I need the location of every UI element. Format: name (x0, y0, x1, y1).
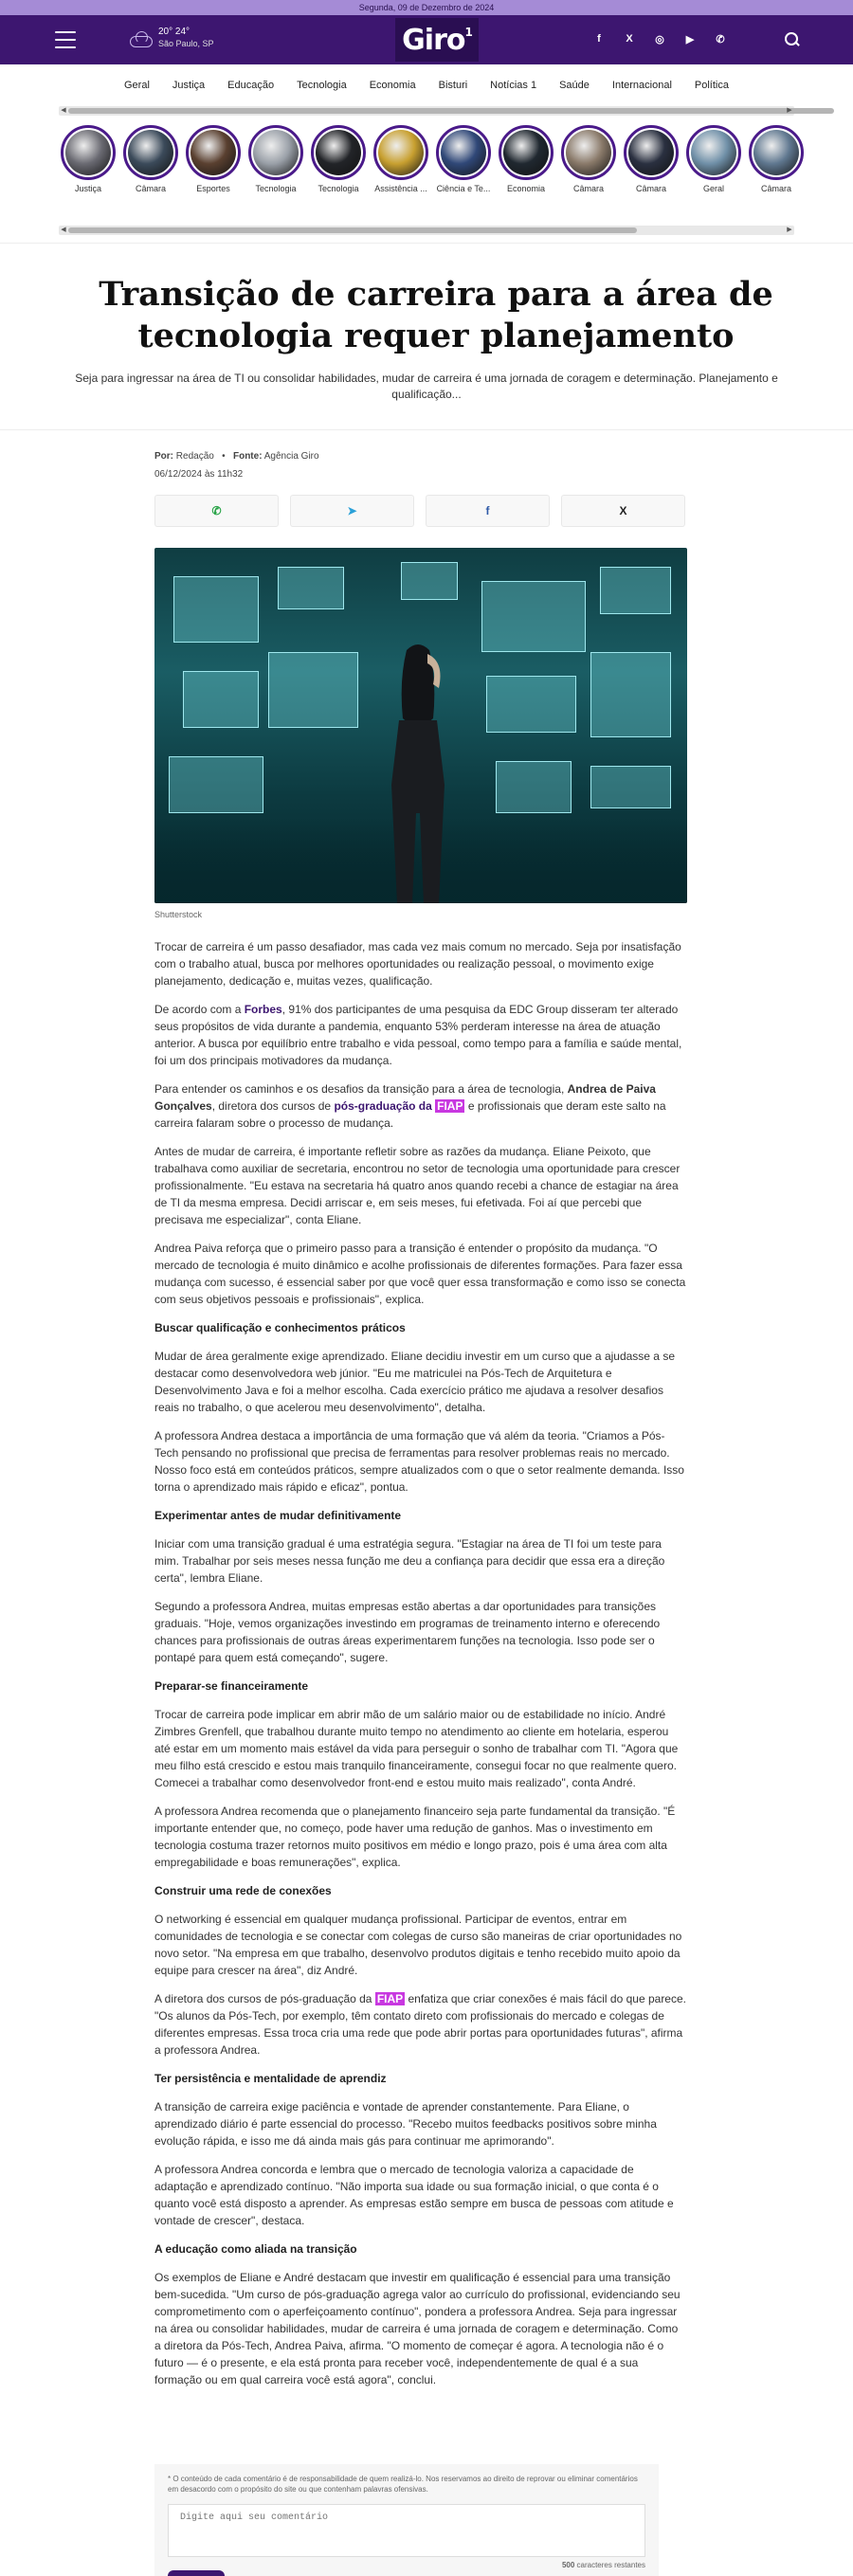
current-date: Segunda, 09 de Dezembro de 2024 (358, 3, 495, 12)
nav-scrollbar[interactable] (59, 106, 794, 116)
story-thumbnail (373, 125, 428, 180)
story-item[interactable] (121, 125, 180, 193)
story-item[interactable] (434, 125, 493, 193)
submit-comment-button[interactable] (168, 2570, 225, 2576)
story-thumbnail (686, 125, 741, 180)
story-label: Tecnologia (318, 184, 359, 193)
publish-date: 06/12/2024 às 11h32 (154, 469, 244, 480)
forbes-link[interactable]: Forbes (244, 1003, 282, 1016)
story-thumbnail (624, 125, 679, 180)
scroll-left-icon[interactable]: ◀ (61, 107, 66, 114)
weather-city: São Paulo, SP (158, 39, 214, 48)
stories-carousel (0, 119, 853, 226)
story-label: Câmara (760, 184, 791, 193)
story-label: Justiça (74, 184, 101, 193)
paragraph: Andrea Paiva reforça que o primeiro passo para a transição é entender o propósito da mudança. "O mercado de tecnologia é muito dinâmico e acolhe profissionais de diferentes formações. Para fazer essa mudança com sucesso, é essencial saber por que você quer essa transformação e como isso se conecta com seus objetivos pessoais e profissionais", explica. (154, 1242, 686, 1306)
comment-form (154, 2464, 659, 2576)
facebook-icon[interactable]: f (597, 33, 601, 45)
paragraph: Trocar de carreira é um passo desafiador, mas cada vez mais comum no mercado. Seja por insatisfação com o trabalho atual, busca por melhores oportunidades ou realização pessoal, o movimento exige planejamento, dedicação e, muitas vezes, qualificação. (154, 940, 681, 988)
section-heading: Experimentar antes de mudar definitivamente (154, 1509, 402, 1522)
author: Redação (175, 451, 214, 462)
article-header (0, 243, 853, 430)
postgrad-link[interactable]: pós-graduação da (334, 1099, 432, 1113)
section-heading: A educação como aliada na transição (154, 2242, 357, 2256)
article-subtitle: Seja para ingressar na área de TI ou consolidar habilidades, mudar de carreira é uma jornada de coragem e determinação. Planejamento e qualificação... (75, 372, 778, 401)
comment-input[interactable] (168, 2504, 645, 2557)
nav-item[interactable]: Internacional (611, 80, 672, 91)
char-counter: 500 caracteres restantes (561, 2561, 645, 2569)
scroll-left-icon[interactable]: ◀ (61, 227, 66, 233)
story-item[interactable] (684, 125, 743, 193)
site-header (0, 15, 853, 64)
story-label: Geral (702, 184, 724, 193)
article (154, 451, 687, 2576)
whatsapp-icon[interactable]: ✆ (716, 33, 725, 45)
cloud-icon (128, 30, 153, 45)
story-label: Câmara (572, 184, 604, 193)
story-label: Economia (506, 184, 546, 193)
x-icon[interactable]: X (561, 495, 685, 527)
article-meta: Por: Redação • Fonte: Agência Giro 06/12/2024 às 11h32 (154, 451, 687, 480)
date-bar (0, 0, 853, 15)
x-icon[interactable]: X (626, 33, 633, 45)
article-photo (154, 548, 687, 903)
paragraph: A transição de carreira exige paciência e vontade de aprender constantemente. Para Eliane, o aprendizado diário é parte essencial do processo. "Recebo muitos feedbacks positivos sobre minha evolução rápida, e isso me dá ainda mais gás para continuar me aprimorando". (154, 2100, 657, 2148)
section-heading: Preparar-se financeiramente (154, 1679, 309, 1693)
paragraph: De acordo com a Forbes, 91% dos participantes de uma pesquisa da EDC Group disseram ter alterado seus propósitos de vida durante a pandemia, enquanto 53% perderam interesse na área de atuação anterior. A busca por equilíbrio entre trabalho e vida pessoal, como tempo para a família e saúde mental, foi um dos principais motivadores da mudança. (154, 1003, 682, 1067)
site-logo[interactable] (395, 18, 479, 62)
comment-disclaimer: * O conteúdo de cada comentário é de responsabilidade de quem realizá-lo. Nos reservamos ao direito de reprovar ou eliminar comentários em desacordo com o propósito do site ou que contenham palavras ofensivas. (168, 2475, 638, 2494)
scrollbar-thumb[interactable] (68, 227, 637, 233)
facebook-icon[interactable]: f (426, 495, 550, 527)
story-label: Câmara (135, 184, 166, 193)
logo-text: Giro$^1$ (402, 23, 472, 57)
article-title: Transição de carreira para a área de tecnologia requer planejamento (99, 275, 773, 355)
story-label: Tecnologia (255, 184, 297, 193)
whatsapp-icon[interactable]: ✆ (154, 495, 279, 527)
scrollbar-thumb[interactable] (68, 108, 834, 114)
paragraph: A diretora dos cursos de pós-graduação da FIAP enfatiza que criar conexões é mais fácil do que parece. "Os alunos da Pós-Tech, por exemplo, têm contato direto com profissionais do mercado e colegas de diferentes empresas. Essa troca cria uma rede que pode abrir portas para oportunidades futuras", afirma a professora Andrea. (154, 1992, 686, 2057)
paragraph: Iniciar com uma transição gradual é uma estratégia segura. "Estagiar na área de TI foi um teste para mim. Trabalhar por seis meses nessa função me deu a confiança para decidir que essa era a direção certa", lembra Eliane. (154, 1537, 665, 1585)
nav-item[interactable]: Notícias 1 (490, 80, 537, 91)
nav-item[interactable]: Saúde (559, 80, 590, 91)
story-item[interactable] (246, 125, 305, 193)
story-label: Assistência ... (374, 184, 427, 193)
story-thumbnail (248, 125, 303, 180)
telegram-icon[interactable]: ➤ (290, 495, 414, 527)
paragraph: Os exemplos de Eliane e André destacam que investir em qualificação é essencial para uma transição bem-sucedida. "Um curso de pós-graduação agrega valor ao currículo do profissional, evidenciando seu comprometimento com o aperfeiçoamento contínuo", pondera a professora Andrea. Seja para ingressar na área ou consolidar habilidades, mudar de carreira é uma jornada de coragem e determinação. Como a diretora da Pós-Tech, Andrea Paiva, afirma. "O momento de começar é agora. A tecnologia não é o futuro — é o presente, e ela está pronta para receber você, independentemente de qual é a sua formação ou em qual carreira você está agora", conclui. (154, 2271, 681, 2386)
story-item[interactable] (372, 125, 430, 193)
story-label: Esportes (196, 184, 230, 193)
story-item[interactable] (559, 125, 618, 193)
story-thumbnail (749, 125, 804, 180)
paragraph: Antes de mudar de carreira, é importante refletir sobre as razões da mudança. Eliane Peixoto, que trabalhava como auxiliar de secretaria, encontrou no setor de tecnologia uma oportunidade para crescer profissionalmente. "Eu estava na secretaria há quatro anos quando recebi a chance de estagiar na área de TI da mesma empresa. Decidi arriscar e, em seis meses, fui efetivada. Foi aí que percebi que precisava me especializar", conta Eliane. (154, 1145, 681, 1226)
section-heading: Construir uma rede de conexões (154, 1884, 332, 1897)
story-item[interactable] (309, 125, 368, 193)
social-links (590, 29, 730, 48)
paragraph: A professora Andrea destaca a importância de uma formação que vá além da teoria. "Criamos a Pós-Tech pensando no profissional que precisa de ferramentas para resolver problemas reais no mercado. Nosso foco está em conteúdos práticos, sempre atualizados com o que o setor realmente demanda. Isso torna o aprendizado mais rápido e eficaz", pontua. (154, 1429, 684, 1494)
nav-item[interactable]: Educação (227, 80, 275, 91)
story-label: Ciência e Te... (436, 184, 491, 193)
story-thumbnail (561, 125, 616, 180)
share-buttons (154, 495, 687, 527)
story-thumbnail (499, 125, 554, 180)
article-body (154, 938, 687, 2388)
story-thumbnail (186, 125, 241, 180)
story-item[interactable] (622, 125, 681, 193)
scroll-right-icon[interactable]: ▶ (787, 107, 792, 114)
person-name: Andrea de Paiva Gonçalves (154, 1082, 656, 1113)
scroll-right-icon[interactable]: ▶ (787, 227, 792, 233)
story-thumbnail (436, 125, 491, 180)
menu-icon[interactable] (55, 31, 76, 48)
story-item[interactable] (184, 125, 243, 193)
weather-temps: 20° 24° (158, 27, 191, 37)
story-item[interactable] (497, 125, 555, 193)
paragraph: Segundo a professora Andrea, muitas empresas estão abertas a dar oportunidades para transições graduais. "Hoje, vemos organizações investindo em programas de treinamento interno e oferecendo chances para profissionais de outras áreas experimentarem funções na tecnologia. Isso pode ser o pontapé para quem está começando", sugere. (154, 1600, 661, 1664)
weather-widget (128, 27, 214, 49)
photo-credit: Shutterstock (154, 910, 203, 919)
fiap-link[interactable]: FIAP (437, 1099, 463, 1113)
section-heading: Buscar qualificação e conhecimentos práticos (154, 1321, 406, 1334)
nav-item[interactable]: Geral (124, 80, 150, 91)
story-item[interactable] (747, 125, 806, 193)
story-thumbnail (61, 125, 116, 180)
source: Agência Giro (263, 451, 319, 462)
story-thumbnail (123, 125, 178, 180)
section-heading: Ter persistência e mentalidade de aprendiz (154, 2072, 387, 2085)
nav-item[interactable]: Justiça (172, 80, 206, 91)
nav-item[interactable]: Tecnologia (297, 80, 347, 91)
category-nav (0, 64, 853, 106)
instagram-icon[interactable]: ◎ (655, 33, 664, 45)
paragraph: O networking é essencial em qualquer mudança profissional. Participar de eventos, entrar em comunidades de tecnologia e se conectar com colegas de curso são maneiras de criar oportunidades no novo setor. "Na empresa em que trabalho, desenvolvo produtos digitais e tenho recebido muito apoio da equipe para crescer na área", diz André. (154, 1913, 682, 1977)
youtube-icon[interactable]: ▶ (685, 33, 695, 45)
woman-figure (371, 643, 465, 903)
paragraph: Para entender os caminhos e os desafios da transição para a área de tecnologia, Andrea de Paiva Gonçalves, diretora dos cursos de pós-graduação da FIAP e profissionais que deram este salto na carreira falaram sobre o processo de mudança. (154, 1082, 666, 1130)
paragraph: A professora Andrea recomenda que o planejamento financeiro seja parte fundamental da transição. "É importante entender que, no começo, pode haver uma redução de ganhos. Mas o investimento em tecnologia costuma trazer retornos muito positivos em médio e longo prazo, pois é uma área com alta empregabilidade e boas remunerações", explica. (154, 1805, 676, 1869)
nav-item[interactable]: Política (694, 80, 729, 91)
paragraph: A professora Andrea concorda e lembra que o mercado de tecnologia valoriza a capacidade de adaptação e aprendizado contínuo. "Não importa sua idade ou sua formação inicial, o que conta é o quanto você está disposto a aprender. As empresas estão sempre em busca de pessoas com atitude e vontade de crescer", destaca. (154, 2163, 674, 2227)
story-label: Câmara (635, 184, 666, 193)
paragraph: Mudar de área geralmente exige aprendizado. Eliane decidiu investir em um curso que a ajudasse a se destacar como desenvolvedora web júnior. "Eu me matriculei na Pós-Tech de Arquitetura e Desenvolvimento Java e foi a melhor escolha. Cada exercício prático me ajudava a resolver desafios reais no trabalho, o que acelerou meu desenvolvimento", detalha. (154, 1350, 675, 1414)
story-item[interactable] (59, 125, 118, 193)
nav-item[interactable]: Economia (369, 80, 416, 91)
story-thumbnail (311, 125, 366, 180)
stories-scrollbar[interactable] (59, 226, 794, 235)
fiap-link[interactable]: FIAP (376, 1992, 404, 2005)
paragraph: Trocar de carreira pode implicar em abrir mão de um salário maior ou de estabilidade no início. André Zimbres Grenfell, que trabalhou durante muito tempo no atendimento ao cliente em hotelaria, esperou até estar em um momento mais estável da vida para perseguir o sonho de trabalhar com TI. "Agora que meu filho está crescido e estou mais tranquilo financeiramente, consegui focar no que realmente quero. Comecei a trabalhar como desenvolvedor front-end e estou muito mais realizado", conta André. (154, 1708, 679, 1789)
search-icon[interactable] (785, 32, 800, 47)
nav-item[interactable]: Bisturi (438, 80, 468, 91)
